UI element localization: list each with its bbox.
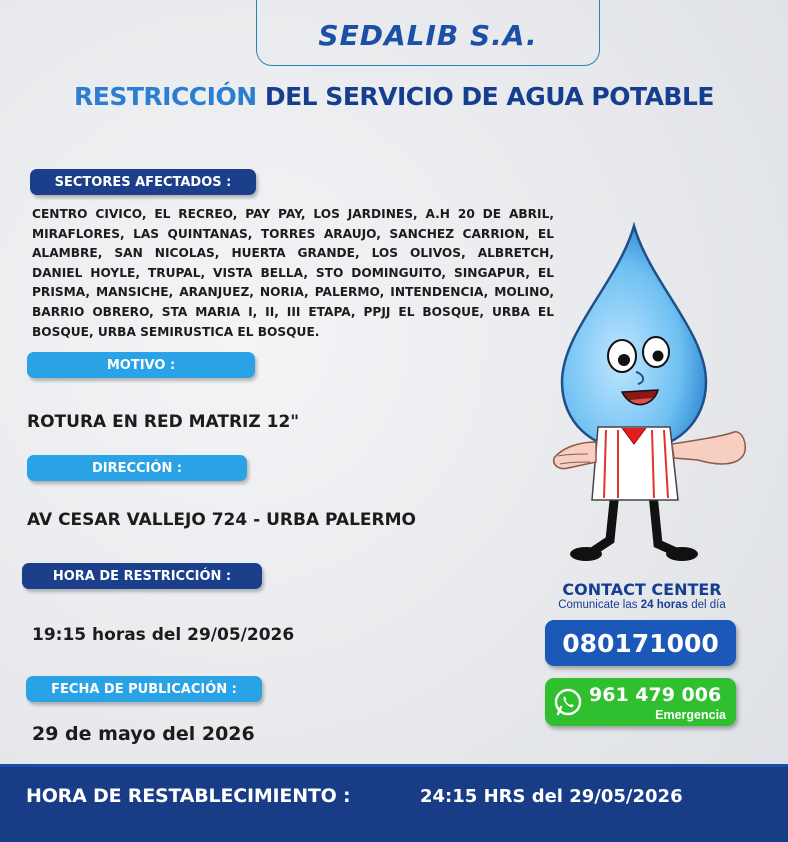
- restablecimiento-label: HORA DE RESTABLECIMIENTO :: [26, 785, 351, 807]
- direccion-value: AV CESAR VALLEJO 724 - URBA PALERMO: [27, 510, 416, 530]
- water-drop-mascot: [548, 222, 752, 568]
- fecha-value: 29 de mayo del 2026: [32, 723, 255, 745]
- whatsapp-button[interactable]: [545, 678, 736, 726]
- sectores-list: CENTRO CIVICO, EL RECREO, PAY PAY, LOS JARDINES, A.H 20 DE ABRIL, MIRAFLORES, LAS QUINTANAS, TORRES ARAUJO, SANCHEZ CARRION, EL ALAMBRE, SAN NICOLAS, HUERTA GRANDE, LOS OLIVOS, ALBRETCH, DANIEL HOYLE, TRUPAL, VISTA BELLA, STO DOMINGUITO, SINGAPUR, EL PRISMA, MANSICHE, ARANJUEZ, NORIA, PALERMO, INTENDENCIA, MOLINO, BARRIO OBRERO, STA MARIA I, II, III ETAPA, PPJJ EL BOSQUE, URBA EL BOSQUE, URBA SEMIRUSTICA EL BOSQUE.: [32, 207, 554, 339]
- motivo-value: ROTURA EN RED MATRIZ 12": [27, 412, 300, 432]
- restablecimiento-value: 24:15 HRS del 29/05/2026: [420, 786, 683, 807]
- whatsapp-number: 961 479 006: [589, 684, 722, 706]
- contact-sub-bold: 24 horas: [640, 599, 689, 611]
- hora-value: 19:15 horas del 29/05/2026: [32, 625, 295, 645]
- hora-label: HORA DE RESTRICCIÓN :: [22, 563, 262, 589]
- direccion-label: DIRECCIÓN :: [27, 455, 247, 481]
- motivo-label: MOTIVO :: [27, 352, 255, 378]
- whatsapp-emergency-label: Emergencia: [655, 708, 726, 722]
- contact-sub-pre: Comunicate las: [558, 599, 641, 611]
- title-part-2: DEL SERVICIO DE AGUA POTABLE: [256, 82, 714, 111]
- fecha-label: FECHA DE PUBLICACIÓN :: [26, 676, 262, 702]
- title-part-1: RESTRICCIÓN: [74, 82, 257, 111]
- footer-bar: [0, 764, 788, 842]
- phone-number-button[interactable]: 080171000: [545, 620, 736, 666]
- contact-sub-post: del día: [688, 599, 726, 611]
- sedalib-logo: SEDALIB S.A.: [318, 18, 538, 52]
- whatsapp-icon: [553, 687, 583, 717]
- page-title: [0, 82, 788, 111]
- sectores-label: SECTORES AFECTADOS :: [30, 169, 256, 195]
- contact-subtitle: [540, 599, 744, 611]
- logo-frame: [256, 0, 600, 66]
- contact-center-title: CONTACT CENTER: [562, 580, 722, 599]
